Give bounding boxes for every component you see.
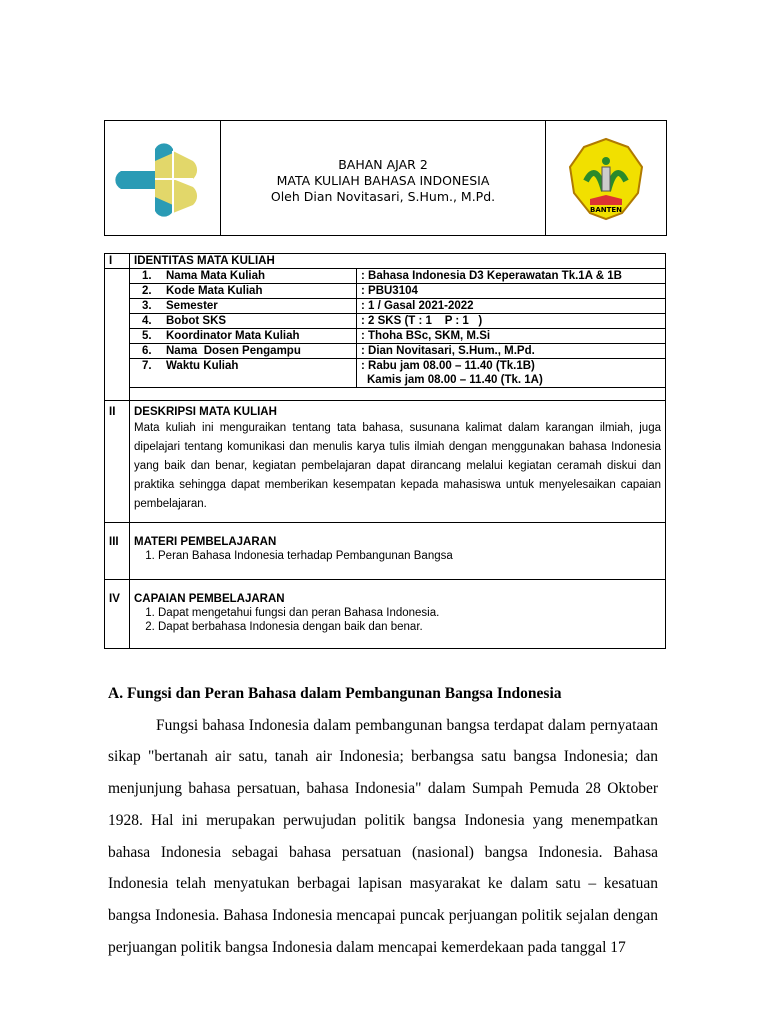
row-number: 7. [142, 360, 152, 372]
row-number: 4. [142, 315, 152, 327]
section-title: DESKRIPSI MATA KULIAH [134, 406, 277, 418]
body-text [108, 678, 658, 963]
row-value: : PBU3104 [357, 284, 666, 299]
row-value: : Dian Novitasari, S.Hum., M.Pd. [357, 344, 666, 359]
kemenkes-logo [105, 121, 221, 235]
row-number: 1. [142, 270, 152, 282]
row-number: 3. [142, 300, 152, 312]
row-label: Bobot SKS [166, 315, 227, 327]
section-title: IDENTITAS MATA KULIAH [130, 254, 666, 269]
row-label: Koordinator Mata Kuliah [166, 330, 300, 342]
row-label: Nama Mata Kuliah [166, 270, 266, 282]
row-number: 2. [142, 285, 152, 297]
list-item: 1. Dapat mengetahui fungsi dan peran Bahasa Indonesia. [158, 606, 661, 620]
section-heading: A. Fungsi dan Peran Bahasa dalam Pembangunan Bangsa Indonesia [108, 685, 562, 702]
row-value: : Thoha BSc, SKM, M.Si [357, 329, 666, 344]
section-number: III [105, 523, 130, 580]
header-line-1: BAHAN AJAR 2 [338, 157, 428, 172]
row-label: Waktu Kuliah [166, 360, 239, 372]
course-description: Mata kuliah ini menguraikan tentang tata bahasa, susunana kalimat dalam karangan ilmiah, juga dipelajari tentang komunikasi dan menulis karya tulis ilmiah dengan menggunakan bahasa Indonesia yang baik dan benar, kegiatan pembelajaran dapat dirancang melalui kegiatan ceramah diskui dan praktika sehingga dapat memberikan kesempatan kepada mahasiswa untuk menyelesaikan capaian pembelajaran. [134, 422, 661, 510]
section-number: I [105, 254, 130, 269]
section-title: MATERI PEMBELAJARAN [134, 536, 277, 548]
row-label: Nama Dosen Pengampu [166, 345, 301, 357]
section-number: II [105, 401, 130, 523]
list-item: 1. Peran Bahasa Indonesia terhadap Pembangunan Bangsa [158, 549, 661, 563]
row-label: Semester [166, 300, 218, 312]
header-author: Oleh Dian Novitasari, S.Hum., M.Pd. [270, 189, 496, 204]
row-value: : Rabu jam 08.00 – 11.40 (Tk.1B) [361, 360, 535, 372]
row-value: : Bahasa Indonesia D3 Keperawatan Tk.1A & 1B [357, 269, 666, 284]
document-header [104, 120, 667, 236]
list-item: 2. Dapat berbahasa Indonesia dengan baik dan benar. [158, 620, 661, 634]
row-number: 5. [142, 330, 152, 342]
section-number: IV [105, 580, 130, 649]
row-value: : 2 SKS (T : 1 P : 1 ) [357, 314, 666, 329]
row-value: : 1 / Gasal 2021-2022 [357, 299, 666, 314]
course-info-table [104, 253, 666, 649]
row-value-2: Kamis jam 08.00 – 11.40 (Tk. 1A) [367, 374, 543, 386]
poltekkes-banten-logo [546, 121, 666, 235]
svg-text:BANTEN: BANTEN [589, 206, 623, 214]
row-label: Kode Mata Kuliah [166, 285, 263, 297]
paragraph: Fungsi bahasa Indonesia dalam pembangunan bangsa terdapat dalam pernyataan sikap "bertanah air satu, tanah air Indonesia; berbangsa satu bangsa Indonesia; dan menjunjung bahasa persatuan, bahasa Indonesia" dalam Sumpah Pemuda 28 Oktober 1928. Hal ini merupakan perwujudan politik bangsa Indonesia yang menempatkan bahasa Indonesia sebagai bahasa persatuan (nasional) bangsa Indonesia. Bahasa Indonesia telah menyatukan berbagai lapisan masyarakat ke dalam satu – kesatuan bangsa Indonesia. Bahasa Indonesia mencapai puncak perjuangan politik sejalan dengan perjuangan politik bangsa Indonesia dalam mencapai kemerdekaan pada tanggal 17 [108, 716, 658, 956]
section-title: CAPAIAN PEMBELAJARAN [134, 593, 285, 605]
row-number: 6. [142, 345, 152, 357]
header-line-2: MATA KULIAH BAHASA INDONESIA [276, 173, 490, 188]
